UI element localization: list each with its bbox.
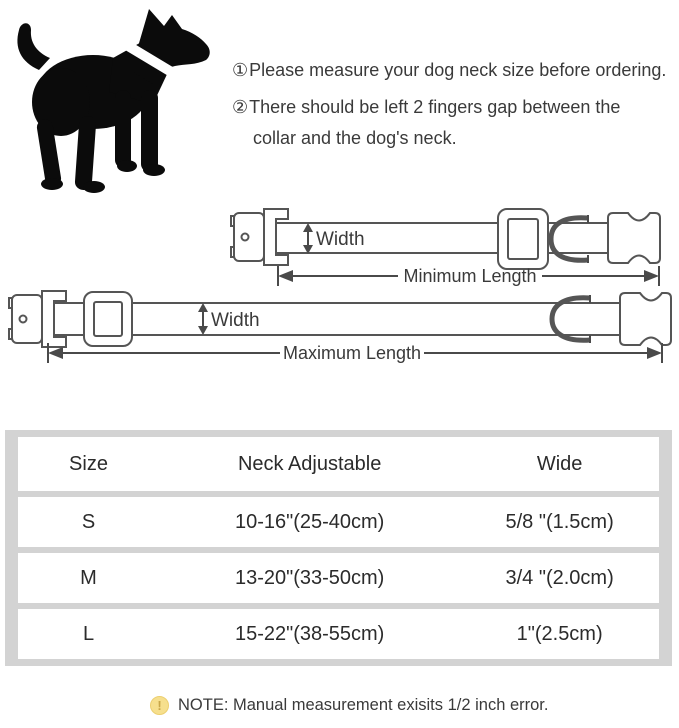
size-value: S — [81, 510, 96, 533]
instruction-text: Please measure your dog neck size before ordering. — [249, 60, 667, 80]
measuring-instructions — [232, 55, 678, 160]
table-row-size-m — [18, 553, 659, 603]
buckle-male — [608, 213, 660, 263]
warning-exclamation-icon: ! — [150, 696, 169, 715]
max-length-dimension — [48, 343, 662, 363]
column-header-wide: Wide — [536, 452, 583, 475]
size-chart-table — [5, 430, 672, 666]
circled-number-1: ① — [232, 60, 249, 80]
slider-triglide — [84, 292, 132, 346]
dog-paw — [143, 164, 165, 176]
note-text: NOTE: Manual measurement exisits 1/2 inch error. — [178, 696, 549, 714]
table-header-row — [18, 437, 659, 491]
collar-diagram-min-length — [0, 203, 679, 293]
dog-paw — [117, 160, 137, 172]
instruction-item-2 — [232, 92, 678, 154]
max-length-label: Maximum Length — [282, 343, 422, 363]
min-length-dimension — [278, 266, 659, 286]
collar-diagram-max-length — [0, 289, 679, 377]
dog-paw — [83, 181, 105, 193]
circled-number-2: ② — [232, 97, 249, 117]
neck-value: 13-20"(33-50cm) — [234, 566, 385, 589]
table-row-size-l — [18, 609, 659, 659]
width-label: Width — [211, 310, 260, 331]
wide-value: 3/4 "(2.0cm) — [505, 566, 614, 589]
dog-front-leg — [115, 90, 131, 168]
neck-value: 10-16"(25-40cm) — [234, 510, 385, 533]
dog-front-leg — [141, 90, 158, 172]
neck-value: 15-22"(38-55cm) — [234, 622, 385, 645]
wide-value: 5/8 "(1.5cm) — [505, 510, 614, 533]
dog-silhouette-icon — [5, 4, 220, 194]
dog-paw — [41, 178, 63, 190]
measurement-note — [150, 696, 548, 715]
instruction-text: There should be left 2 fingers gap between the — [249, 97, 621, 117]
slider-triglide — [498, 209, 548, 269]
instruction-item-1 — [232, 55, 678, 86]
size-value: M — [80, 566, 97, 589]
dog-tail — [17, 23, 50, 70]
wide-value: 1"(2.5cm) — [516, 622, 603, 645]
column-header-size: Size — [69, 452, 108, 475]
min-length-label: Minimum Length — [403, 266, 537, 286]
collar-strap — [54, 303, 624, 335]
buckle-male — [620, 293, 671, 345]
width-label: Width — [316, 229, 365, 250]
size-value: L — [82, 622, 95, 645]
column-header-neck-adjustable: Neck Adjustable — [237, 452, 382, 475]
table-row-size-s — [18, 497, 659, 547]
instruction-text: collar and the dog's neck. — [253, 128, 457, 148]
